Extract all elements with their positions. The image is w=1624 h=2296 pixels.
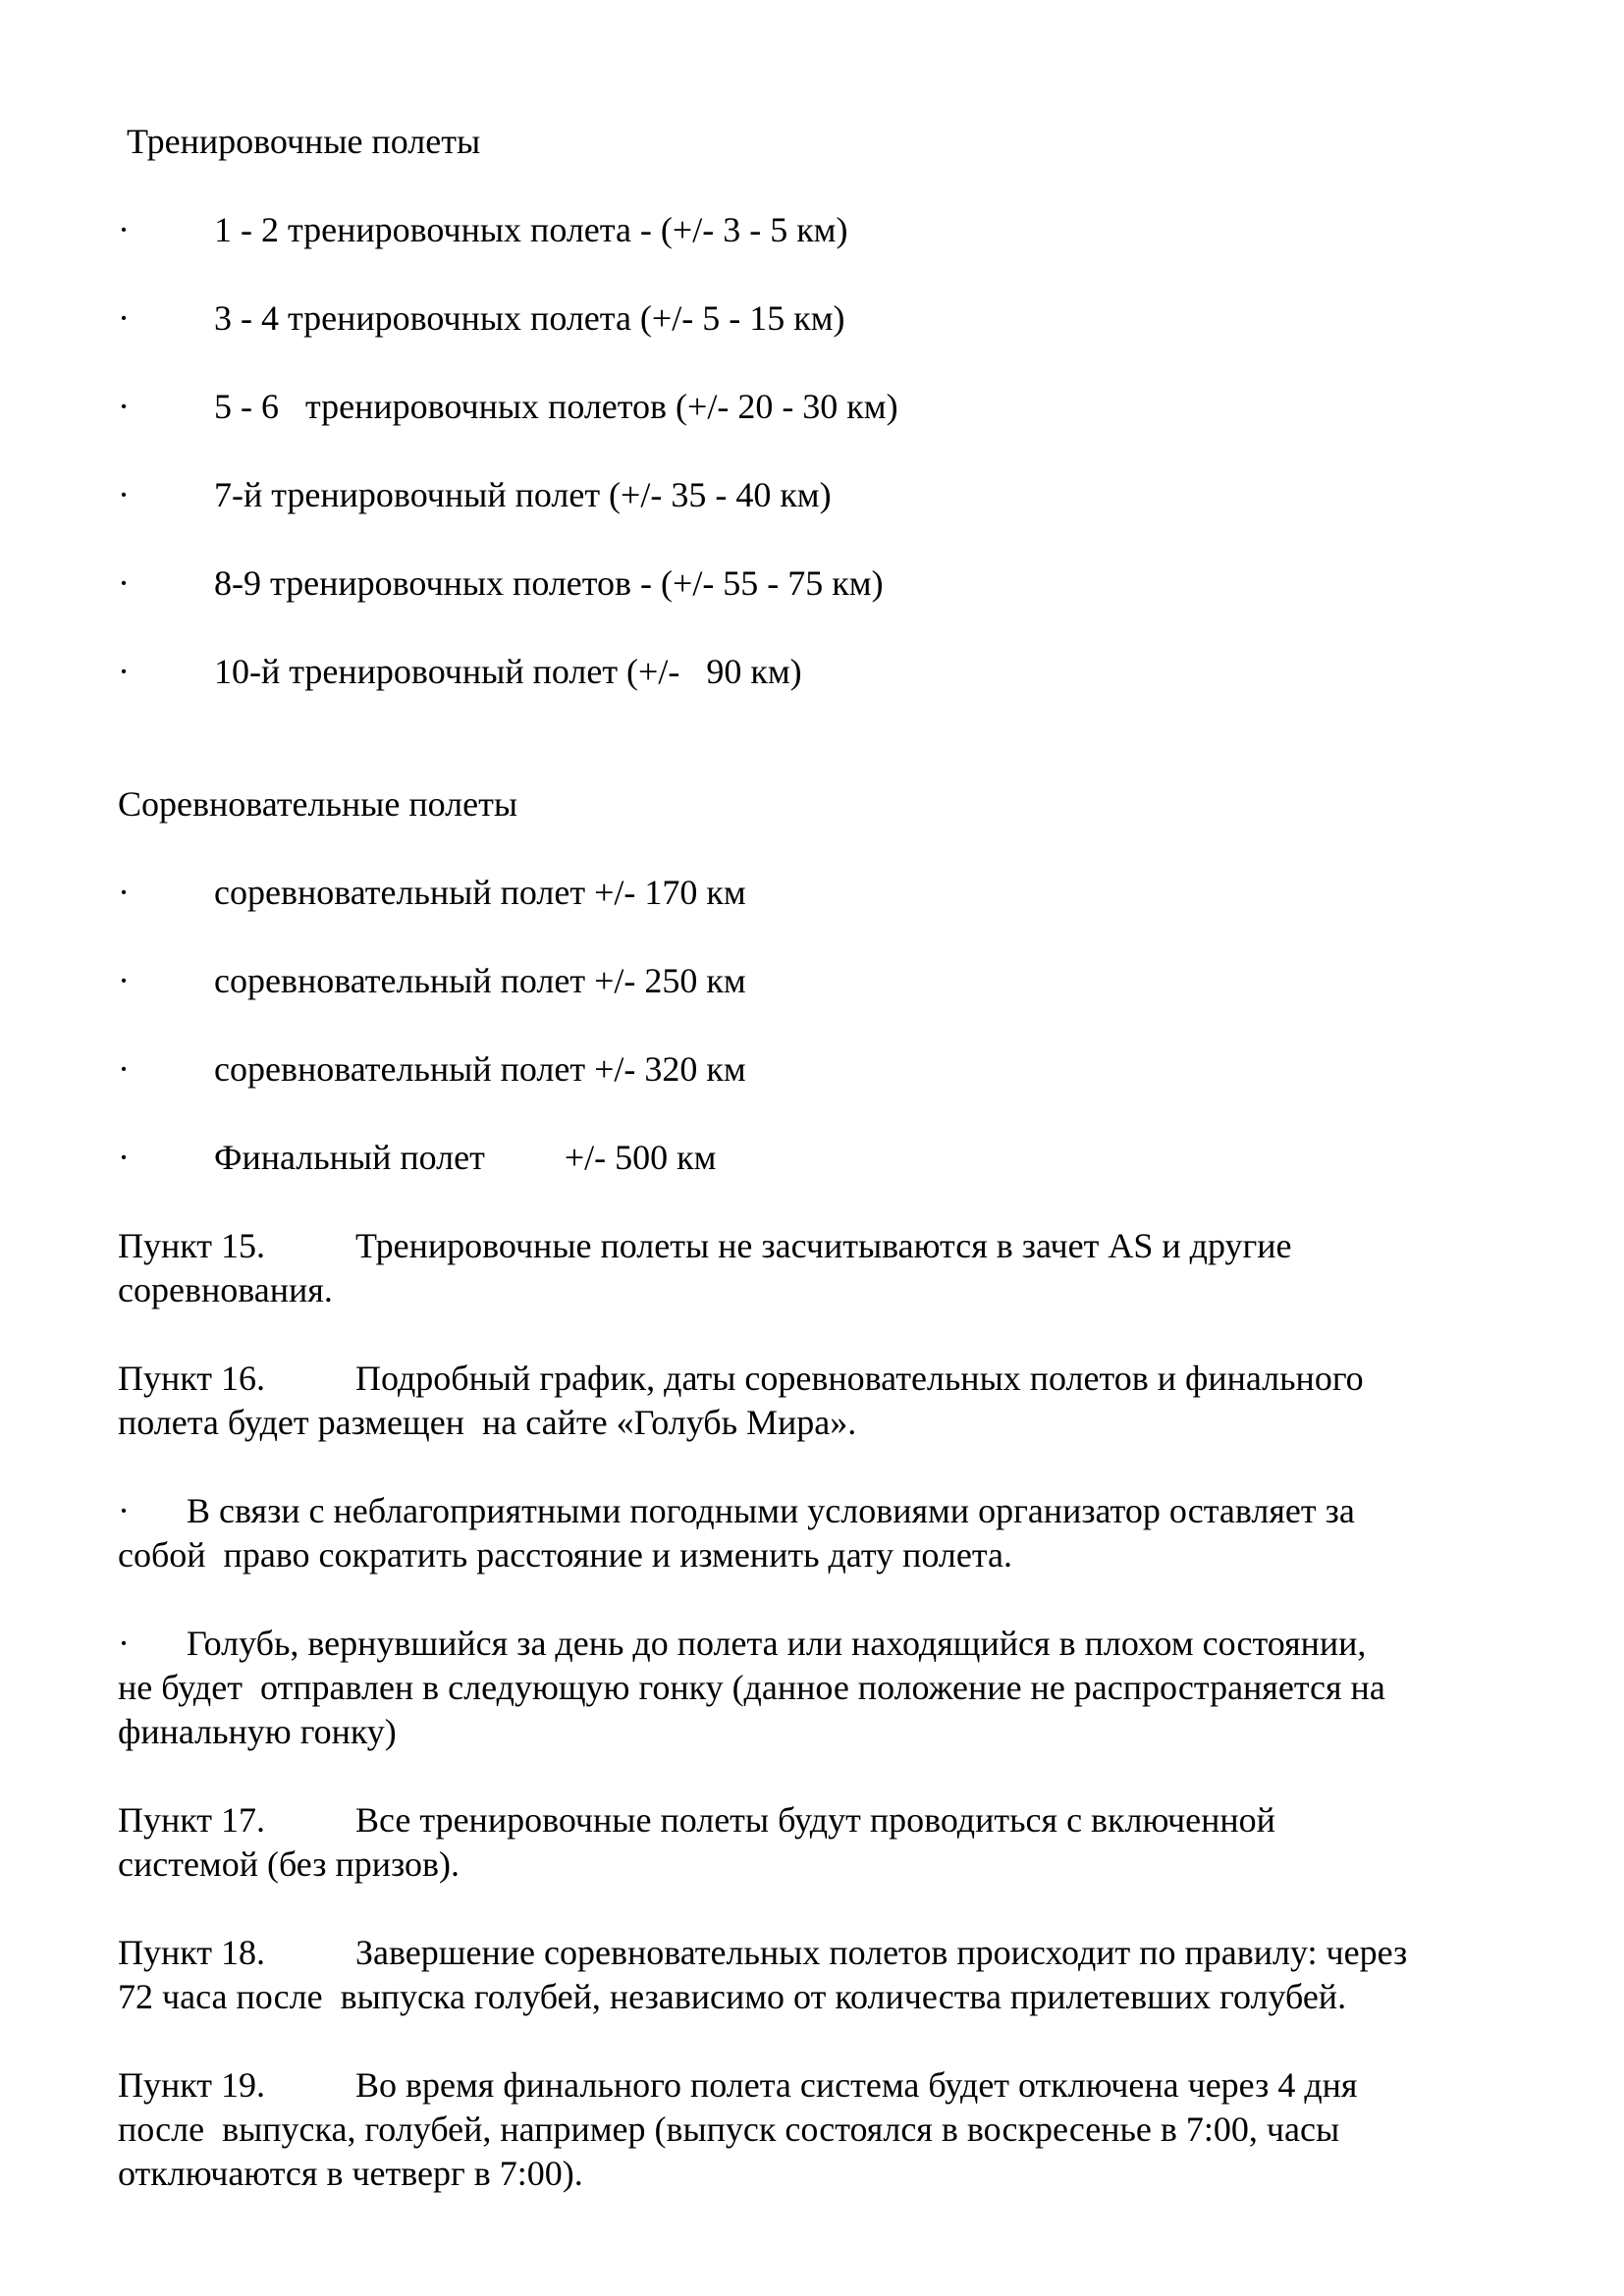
bullet-dot: · bbox=[118, 1624, 130, 1663]
bullet-dot: · bbox=[118, 1138, 130, 1177]
competition-item-text: соревновательный полет +/- 250 км bbox=[214, 961, 746, 1000]
note-text-continued: не будет отправлен в следующую гонку (данное положение не распространяется на bbox=[118, 1668, 1385, 1707]
clause-19 bbox=[118, 2063, 1532, 2196]
note-text-continued: собой право сократить расстояние и изменить дату полета. bbox=[118, 1535, 1012, 1575]
training-item-text: 8-9 тренировочных полетов - (+/- 55 - 75 км) bbox=[214, 563, 884, 603]
competition-heading: Соревновательные полеты bbox=[118, 784, 518, 824]
training-item-text: 7-й тренировочный полет (+/- 35 - 40 км) bbox=[214, 475, 832, 514]
clause-number: Пункт 15. bbox=[118, 1226, 266, 1265]
clause-text-continued: системой (без призов). bbox=[118, 1844, 460, 1884]
note-weather bbox=[118, 1489, 1532, 1577]
bullet-dot: · bbox=[118, 563, 130, 603]
bullet-dot: · bbox=[118, 475, 130, 514]
clause-text-continued: соревнования. bbox=[118, 1270, 333, 1309]
clause-text: Тренировочные полеты не засчитываются в зачет AS и другие bbox=[355, 1226, 1292, 1265]
clause-text: Все тренировочные полеты будут проводиться с включенной bbox=[355, 1800, 1275, 1840]
clause-text-continued: после выпуска, голубей, например (выпуск состоялся в воскресенье в 7:00, часы bbox=[118, 2109, 1340, 2149]
bullet-dot: · bbox=[118, 210, 130, 249]
bullet-dot: · bbox=[118, 1491, 130, 1530]
clause-16 bbox=[118, 1357, 1532, 1445]
clause-15 bbox=[118, 1224, 1532, 1312]
training-item-text: 3 - 4 тренировочных полета (+/- 5 - 15 км) bbox=[214, 298, 845, 338]
clause-text: Во время финального полета система будет отключена через 4 дня bbox=[355, 2065, 1358, 2105]
note-text: В связи с неблагоприятными погодными условиями организатор оставляет за bbox=[187, 1491, 1355, 1530]
clause-text: Подробный график, даты соревновательных полетов и финального bbox=[355, 1359, 1364, 1398]
bullet-dot: · bbox=[118, 961, 130, 1000]
clause-18 bbox=[118, 1931, 1532, 2019]
note-text-continued: финальную гонку) bbox=[118, 1712, 397, 1751]
clause-text-continued: полета будет размещен на сайте «Голубь Мира». bbox=[118, 1403, 857, 1442]
competition-item-text: соревновательный полет +/- 170 км bbox=[214, 873, 746, 912]
training-heading: Тренировочные полеты bbox=[118, 122, 481, 161]
bullet-dot: · bbox=[118, 652, 130, 691]
clause-text-continued: 72 часа после выпуска голубей, независимо от количества прилетевших голубей. bbox=[118, 1977, 1347, 2016]
training-item-text: 10-й тренировочный полет (+/- 90 км) bbox=[214, 652, 802, 691]
clause-number: Пункт 17. bbox=[118, 1800, 266, 1840]
bullet-dot: · bbox=[118, 1049, 130, 1089]
competition-item-text: соревновательный полет +/- 320 км bbox=[214, 1049, 746, 1089]
clause-number: Пункт 18. bbox=[118, 1933, 266, 1972]
clause-text-continued: отключаются в четверг в 7:00). bbox=[118, 2154, 583, 2193]
clause-17 bbox=[118, 1798, 1532, 1887]
note-pigeon-condition bbox=[118, 1622, 1532, 1754]
bullet-dot: · bbox=[118, 873, 130, 912]
training-item-text: 1 - 2 тренировочных полета - (+/- 3 - 5 км) bbox=[214, 210, 848, 249]
clause-text: Завершение соревновательных полетов происходит по правилу: через bbox=[355, 1933, 1408, 1972]
note-text: Голубь, вернувшийся за день до полета или находящийся в плохом состоянии, bbox=[187, 1624, 1367, 1663]
clause-number: Пункт 19. bbox=[118, 2065, 266, 2105]
clause-number: Пункт 16. bbox=[118, 1359, 266, 1398]
training-item-text: 5 - 6 тренировочных полетов (+/- 20 - 30 км) bbox=[214, 387, 898, 426]
bullet-dot: · bbox=[118, 298, 130, 338]
competition-item-text: Финальный полет +/- 500 км bbox=[214, 1138, 717, 1177]
bullet-dot: · bbox=[118, 387, 130, 426]
